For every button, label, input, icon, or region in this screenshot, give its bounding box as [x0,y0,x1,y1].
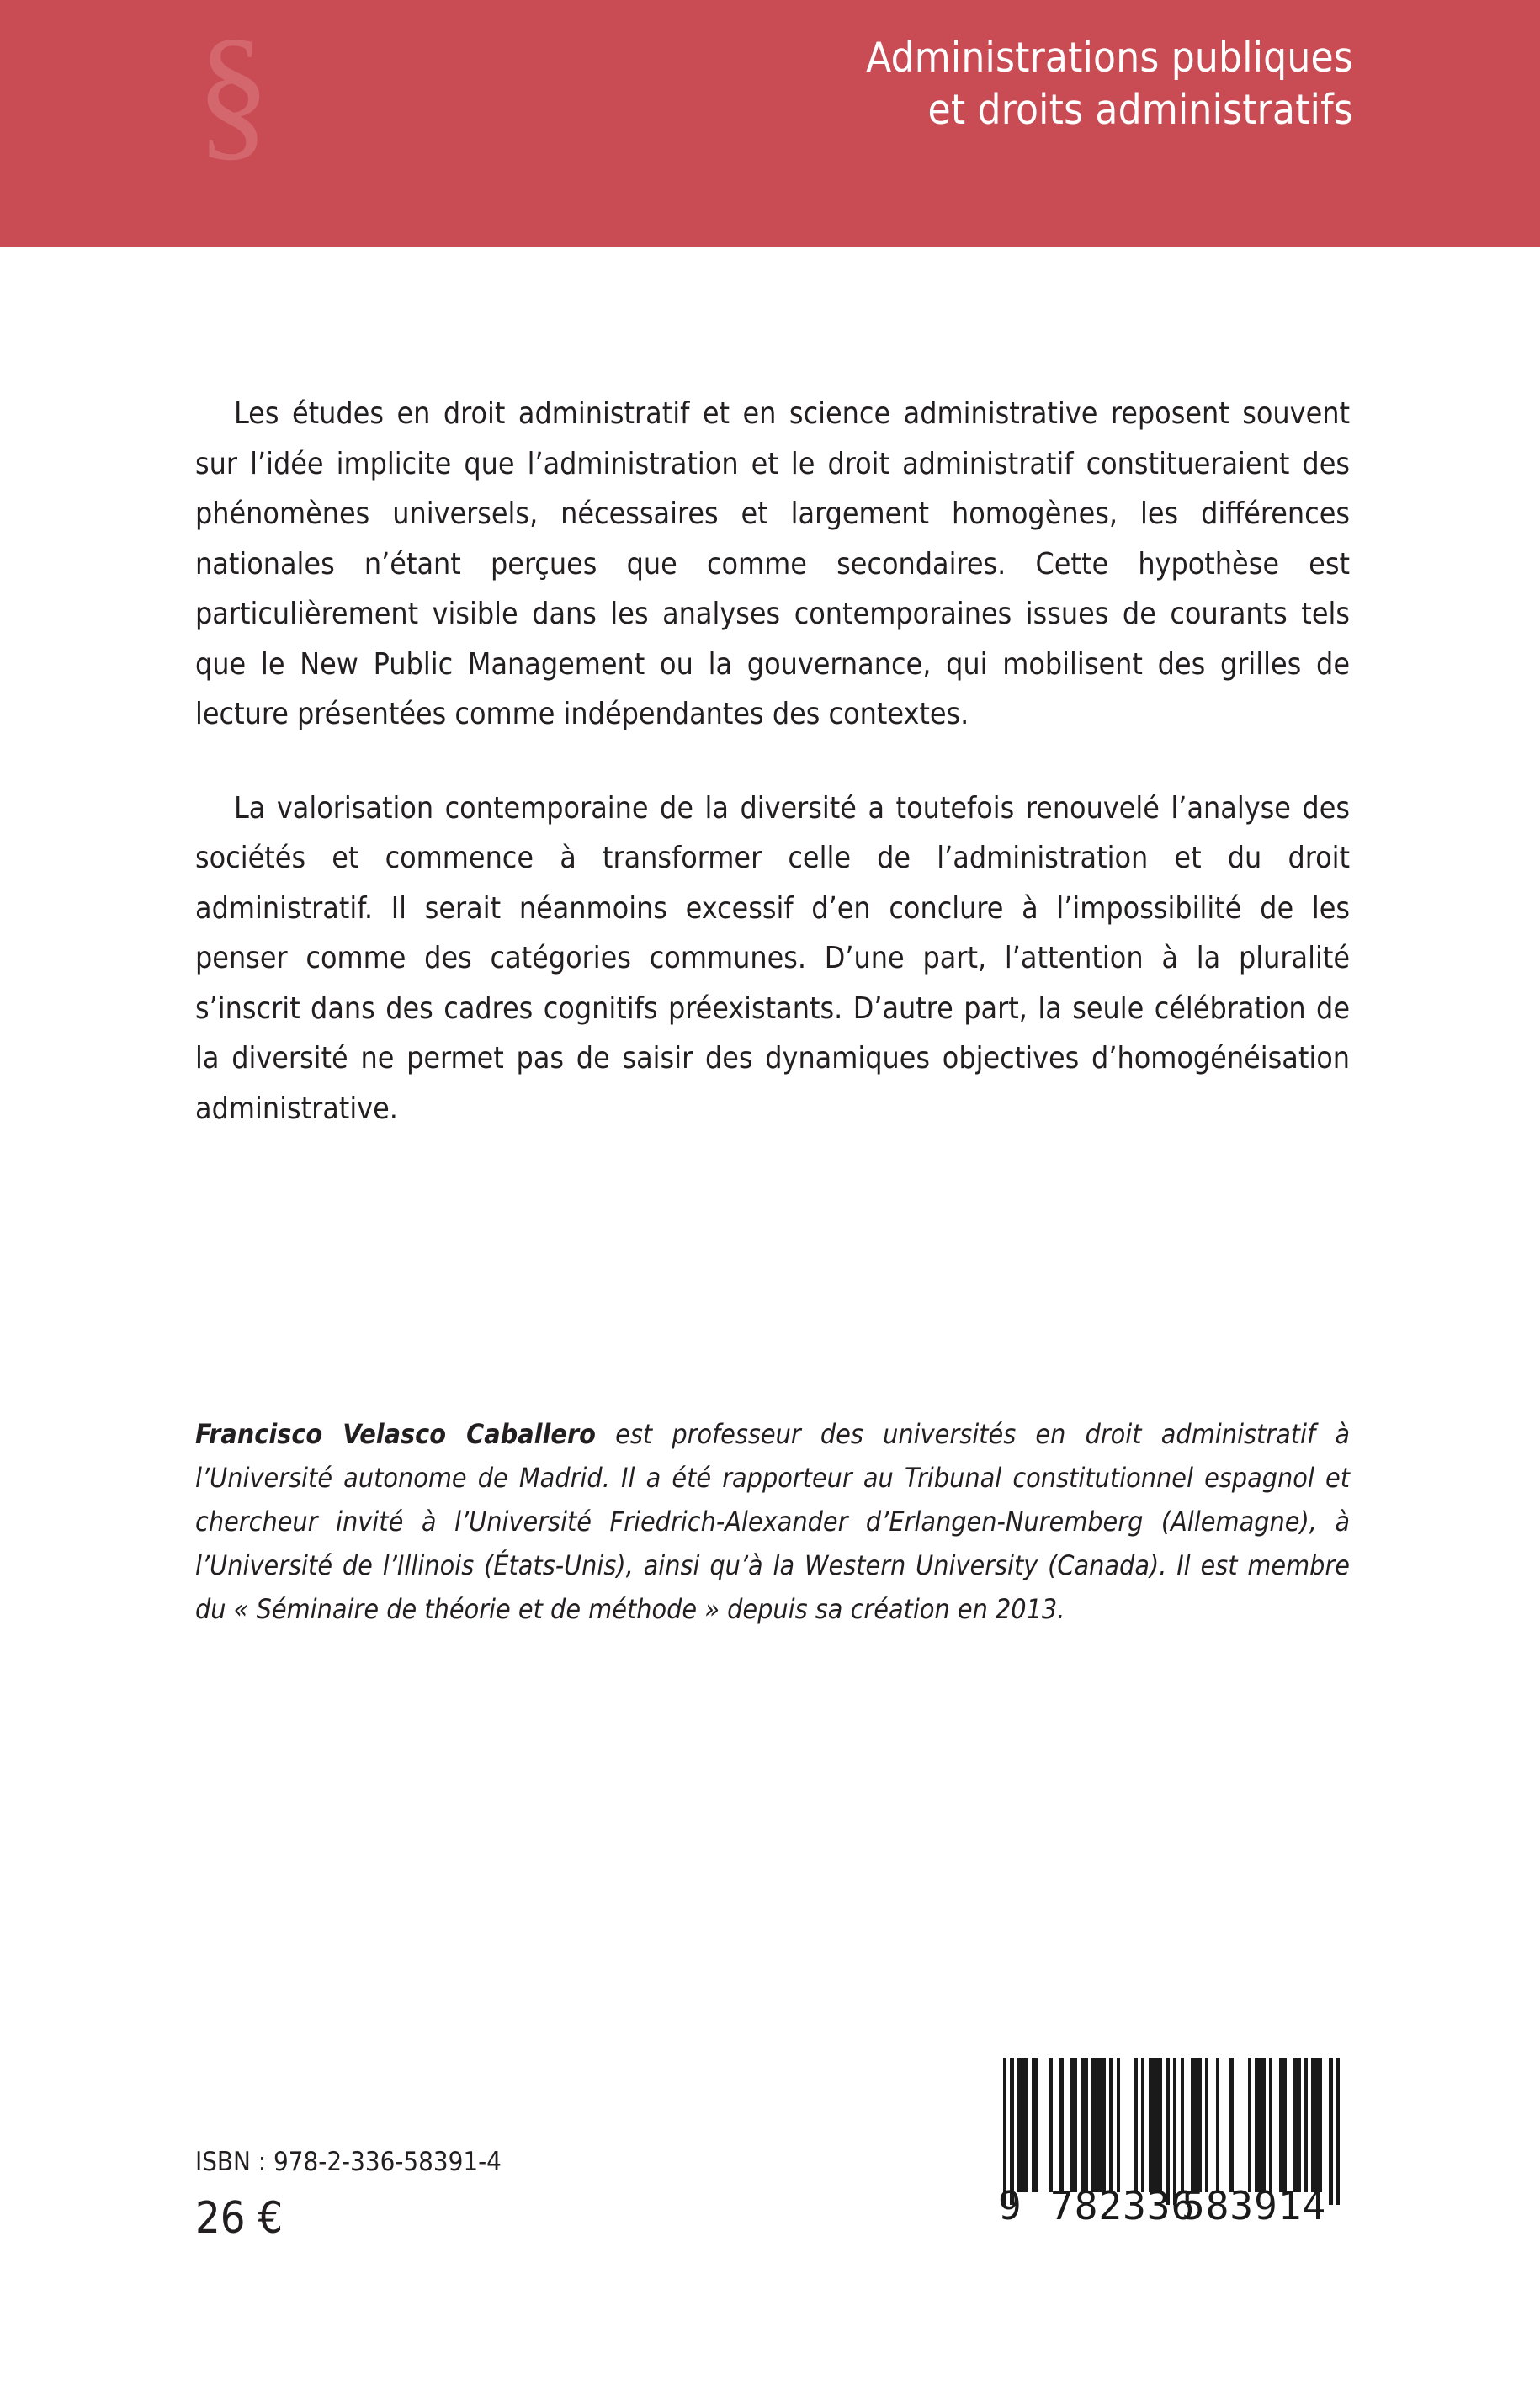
barcode-bar [1134,2058,1138,2192]
barcode-bar [1304,2058,1308,2192]
barcode-bar [1081,2058,1088,2192]
barcode-bar [1049,2058,1053,2192]
blurb-paragraph-2: La valorisation contemporaine de la diversité a toutefois renouvelé l’analyse des sociétés et commence à transformer celle de l’administration et du droit administratif. Il serait néanmoins excessif d’en conclure à l’impossibilité de les penser comme des catégories communes. D’une part, l’attention à la pluralité s’inscrit dans des cadres cognitifs préexistants. D’autre part, la seule célébration de la diversité ne permet pas de saisir des dynamiques objectives d’homogénéisation administrative. [195,790,1350,1126]
barcode-bar [1216,2058,1219,2192]
barcode-bar [1141,2058,1144,2192]
series-title-line-1: Administrations publiques [866,34,1353,82]
barcode-bar [1070,2058,1077,2192]
barcode-digits [998,2182,1340,2229]
barcode-bar [1279,2058,1286,2192]
author-name: Francisco Velasco Caballero [195,1418,596,1450]
series-title-line-2: et droits administratifs [927,86,1353,134]
barcode-bar [1191,2058,1202,2192]
back-cover-blurb [195,389,1350,1134]
author-biography [195,1412,1350,1631]
author-bio-text: est professeur des universités en droit administratif à l’Université autonome de Madrid. Il a été rapporteur au Tribunal constitutionnel espagnol et chercheur invité à l’Université Friedrich-Alexander d’Erlangen-Nuremberg (Allemagne), à l’Université de l’Illinois (États-Unis), ainsi qu’à la Western University (Canada). Il est membre du « Séminaire de théorie et de méthode » depuis sa création en 2013. [195,1418,1351,1625]
barcode-bar [1181,2058,1184,2192]
barcode-bar [1117,2058,1120,2192]
barcode-bar [1248,2058,1251,2192]
barcode-bar [1059,2058,1063,2192]
barcode-bar [1032,2058,1038,2192]
barcode-bar [1149,2058,1163,2192]
barcode-bars [1003,2058,1340,2192]
barcode-bar [1269,2058,1272,2192]
blurb-paragraph-1: Les études en droit administratif et en science administrative reposent souvent sur l’idée implicite que l’administration et le droit administratif constitueraient des phénomènes universels, nécessaires et largement homogènes, les différences nationales n’étant perçues que comme secondaires. Cette hypothèse est particulièrement visible dans les analyses contemporaines issues de courants tels que le New Public Management ou la gouvernance, qui mobilisent des grilles de lecture présentées comme indépendantes des contextes. [195,396,1350,731]
barcode-bar [1109,2058,1113,2192]
barcode-bar [1017,2058,1028,2192]
barcode-bar [1091,2058,1106,2192]
header-band [0,0,1540,247]
barcode-left-group: 782336 [1050,2183,1196,2228]
barcode-lead-digit: 9 [998,2183,1022,2228]
price-label: 26 € [195,2193,284,2244]
barcode-bar [1311,2058,1322,2192]
barcode-bar [1255,2058,1266,2192]
isbn-label: ISBN : 978-2-336-58391-4 [195,2147,502,2177]
ean13-barcode [998,2058,1340,2243]
barcode-bar [1205,2058,1208,2192]
section-sign-icon: § [195,8,271,174]
barcode-right-group: 583914 [1182,2183,1327,2228]
series-title [427,32,1353,136]
barcode-bar [1229,2058,1233,2192]
barcode-bar [1293,2058,1300,2192]
